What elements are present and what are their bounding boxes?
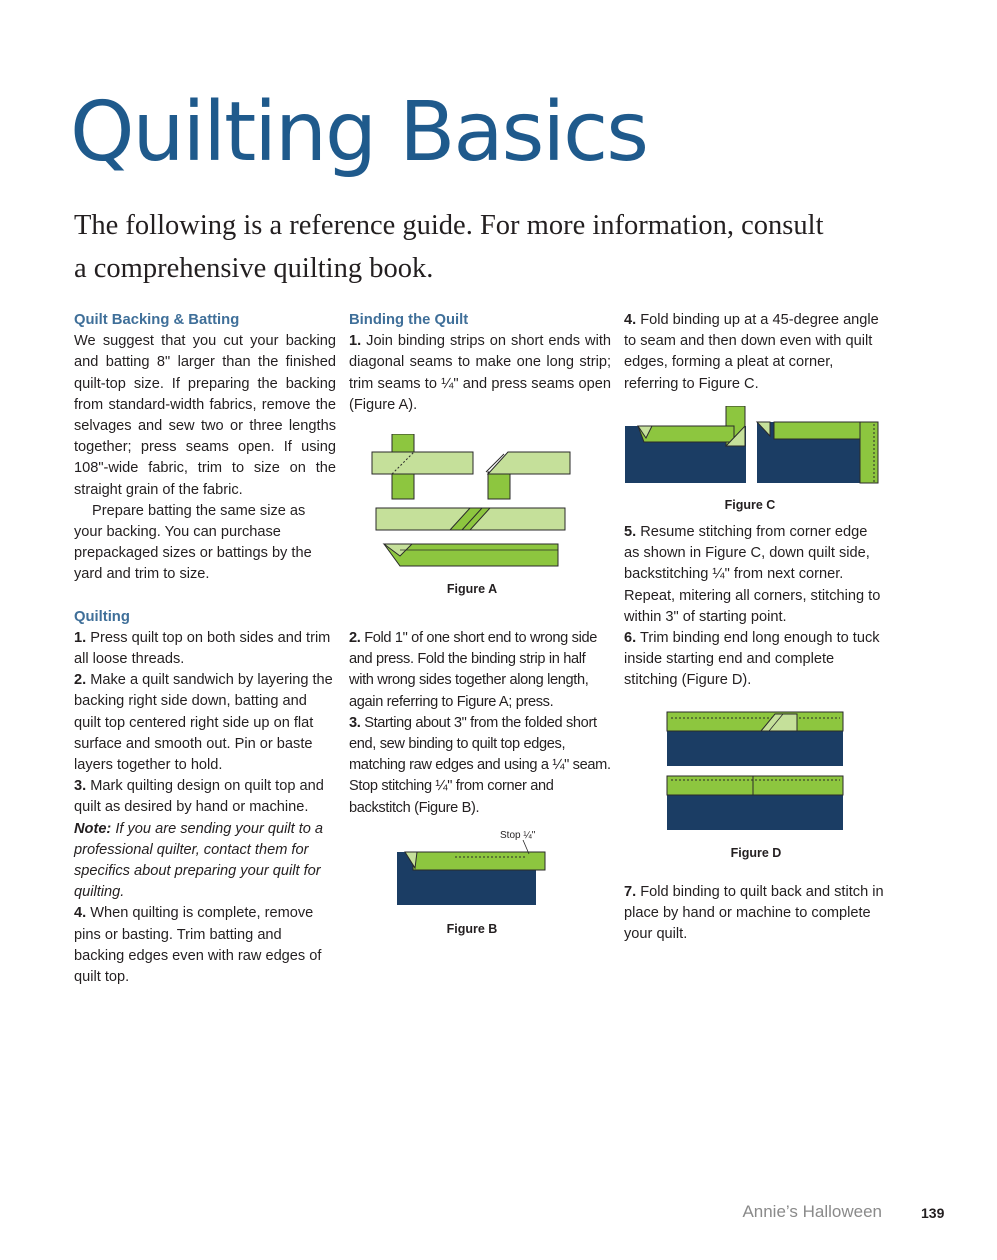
trimmed-seam-strip xyxy=(488,452,570,474)
binding-step-1 xyxy=(349,331,611,416)
step-text: Fold binding up at a 45-degree angle to seam and then down even with quilt edges, forming a pleat at corner, referring to Figure C. xyxy=(624,312,879,392)
figure-c-diagram xyxy=(624,406,880,484)
step-number: 5. xyxy=(624,524,637,540)
step-text: Make a quilt sandwich by layering the backing right side down, batting and quilt top centered right side up on flat surface and smooth out. Pin or baste layers together to hold. xyxy=(74,672,333,774)
step-number: 3. xyxy=(74,778,87,795)
heading-backing: Quilt Backing & Batting xyxy=(74,312,240,328)
figure-b-note: Stop ¼" xyxy=(500,830,536,841)
column-binding-steps-5-6 xyxy=(624,522,886,692)
page-number: 139 xyxy=(921,1205,945,1221)
step-number: 2. xyxy=(349,630,361,646)
quilting-step-1 xyxy=(74,628,336,670)
figure-a-caption: Figure A xyxy=(446,582,498,596)
figure-a-diagram xyxy=(370,434,575,572)
binding-step-5 xyxy=(624,522,886,628)
footer-book-title: Annie’s Halloween xyxy=(742,1202,882,1221)
folded-strip xyxy=(384,544,558,566)
step-text: Press quilt top on both sides and trim all loose threads. xyxy=(74,629,331,668)
step-number: 7. xyxy=(624,884,637,900)
figure-b-caption: Figure B xyxy=(446,922,498,936)
step-number: 6. xyxy=(624,630,637,647)
binding-strip xyxy=(413,852,545,870)
step-number: 4. xyxy=(624,312,637,328)
step-text: Join binding strips on short ends with diagonal seams to make one long strip; trim seams to ¼" and press seams open (Figure A). xyxy=(349,333,611,413)
column-binding xyxy=(349,310,611,416)
note-label: Note: xyxy=(74,820,112,837)
step-text: Fold binding to quilt back and stitch in place by hand or machine to complete your quilt. xyxy=(624,884,884,943)
binding-strip-left xyxy=(638,426,734,442)
step-text: Mark quilting design on quilt top and quilt as desired by hand or machine. xyxy=(74,778,324,816)
binding-step-7 xyxy=(624,882,886,946)
step-text: When quilting is complete, remove pins or basting. Trim batting and backing edges even with raw edges of quilt top. xyxy=(74,905,322,986)
binding-step-2 xyxy=(349,628,611,713)
page-title: Quilting Basics xyxy=(70,85,647,180)
note-text: If you are sending your quilt to a professional quilter, contact them for specifics about preparing your quilt for quilting. xyxy=(74,820,324,901)
binding-top xyxy=(667,712,843,731)
figure-c-caption: Figure C xyxy=(724,498,776,512)
figure-d-caption: Figure D xyxy=(730,846,782,860)
quilting-step-4 xyxy=(74,903,336,988)
strip-horizontal xyxy=(372,452,473,474)
heading-binding: Binding the Quilt xyxy=(349,312,469,328)
binding-step-6 xyxy=(624,628,886,692)
quilting-step-3 xyxy=(74,776,336,903)
step-number: 1. xyxy=(74,629,87,646)
backing-paragraph: We suggest that you cut your backing and batting 8" larger than the finished quilt-top size. If preparing the backing from standard-width fabrics, remove the selvages and sew two or three lengths together; press seams open. If using 108"-wide fabric, trim to size on the straight grain of the fabric. xyxy=(74,333,336,498)
column-binding-steps-4 xyxy=(624,310,886,395)
figure-d-diagram xyxy=(665,710,845,832)
step-text: Trim binding end long enough to tuck inside starting end and complete stitching (Figure D). xyxy=(624,630,880,689)
trimmed-strip xyxy=(488,472,510,499)
binding-step-3 xyxy=(349,713,611,819)
binding-step-4 xyxy=(624,310,886,395)
batting-paragraph: Prepare batting the same size as your backing. You can purchase prepackaged sizes or battings by the yard and trim to size. xyxy=(74,502,312,583)
quilting-step-2 xyxy=(74,670,336,776)
step-number: 3. xyxy=(349,714,361,731)
binding-bottom xyxy=(667,776,843,795)
step-text: Starting about 3" from the folded short end, sew binding to quilt top edges, matching raw edges and using a ¼" seam. Stop stitching ¼" from corner and backstitch (Figure B). xyxy=(349,714,611,816)
figure-b-diagram xyxy=(395,840,550,908)
column-binding-step-7 xyxy=(624,882,886,946)
step-number: 1. xyxy=(349,333,362,350)
column-binding-continued xyxy=(349,628,611,819)
heading-quilting: Quilting xyxy=(74,608,130,625)
step-text: Resume stitching from corner edge as shown in Figure C, down quilt side, backstitching ¼" from next corner. Repeat, mitering all corners, stitching to within 3" of starting point. xyxy=(624,524,881,625)
intro-text: The following is a reference guide. For more information, consult a comprehensive quilting book. xyxy=(74,210,824,284)
step-text: Fold 1" of one short end to wrong side and press. Fold the binding strip in half with wrong sides together along length, again referring to Figure A; press. xyxy=(349,630,598,710)
column-backing-quilting xyxy=(74,310,336,988)
binding-side xyxy=(860,422,878,483)
step-number: 2. xyxy=(74,672,87,689)
step-number: 4. xyxy=(74,905,87,922)
